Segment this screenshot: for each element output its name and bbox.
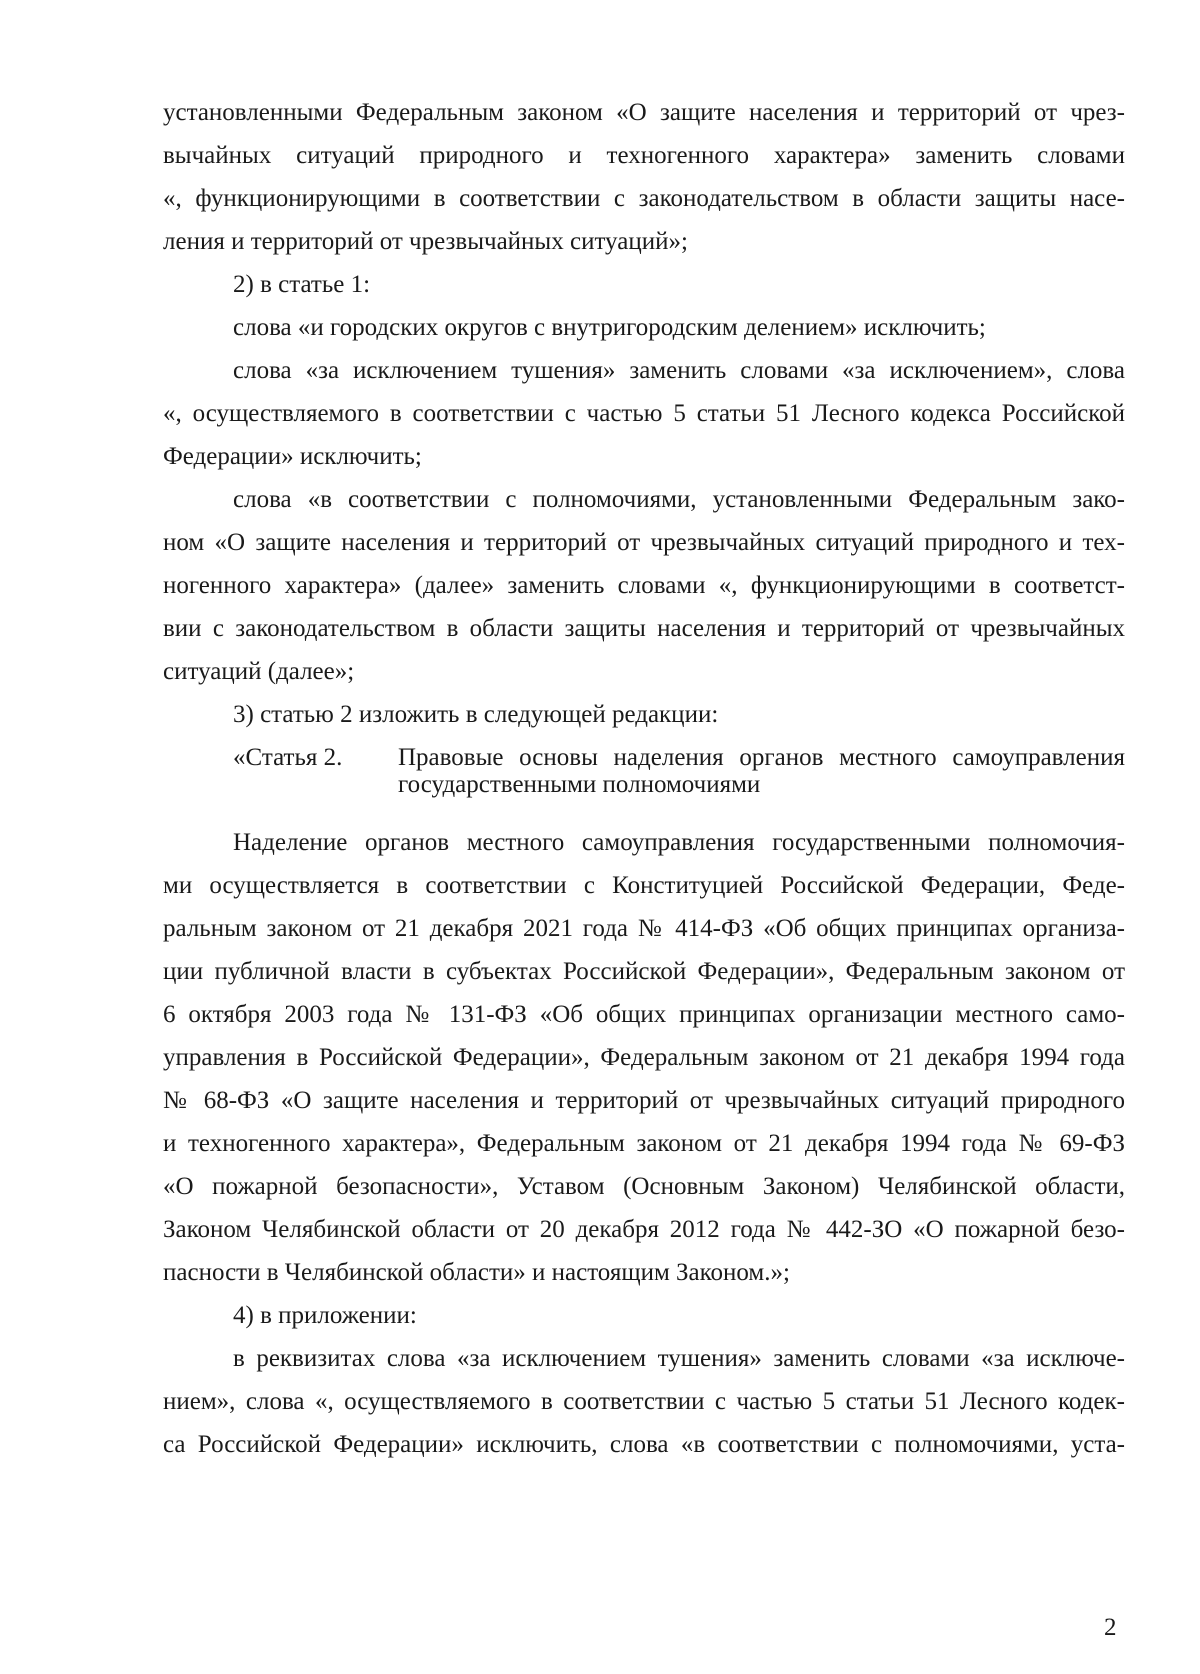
paragraph-line: слова «в соответствии с полномочиями, установленными Федеральным зако- [233,486,1125,513]
paragraph-line: Законом Челябинской области от 20 декабря 2012 года № 442-ЗО «О пожарной безо- [163,1216,1125,1243]
list-item-heading: 2) в статье 1: [233,271,371,298]
list-item-heading: 4) в приложении: [233,1302,417,1329]
paragraph-line: вии с законодательством в области защиты населения и территорий от чрезвычайных [163,615,1125,642]
paragraph-line: управления в Российской Федерации», Федеральным законом от 21 декабря 1994 года [163,1044,1125,1071]
paragraph-line: ральным законом от 21 декабря 2021 года № 414-ФЗ «Об общих принципах организа- [163,915,1125,942]
article-label: «Статья 2. [233,744,343,771]
article-title: Правовые основы наделения органов местного самоуправления [398,744,1125,771]
paragraph-line: Наделение органов местного самоуправления государственными полномочия- [233,829,1125,856]
paragraph-line: ции публичной власти в субъектах Российской Федерации», Федеральным законом от [163,958,1125,985]
paragraph-line: са Российской Федерации» исключить, слова «в соответствии с полномочиями, уста- [163,1431,1125,1458]
paragraph-line: в реквизитах слова «за исключением тушения» заменить словами «за исключе- [233,1345,1125,1372]
article-title: государственными полномочиями [398,771,761,798]
paragraph-line: «О пожарной безопасности», Уставом (Основным Законом) Челябинской области, [163,1173,1125,1200]
paragraph-line: установленными Федеральным законом «О защите населения и территорий от чрез- [163,99,1125,126]
page-number: 2 [1104,1614,1117,1641]
paragraph-line: ногенного характера» (далее» заменить словами «, функционирующими в соответст- [163,572,1125,599]
list-item-heading: 3) статью 2 изложить в следующей редакции: [233,701,719,728]
paragraph-line: № 68-ФЗ «О защите населения и территорий от чрезвычайных ситуаций природного [163,1087,1125,1114]
paragraph-line: ления и территорий от чрезвычайных ситуаций»; [163,228,688,255]
paragraph-line: ном «О защите населения и территорий от чрезвычайных ситуаций природного и тех- [163,529,1125,556]
paragraph-line: ситуаций (далее»; [163,658,355,685]
paragraph-line: нием», слова «, осуществляемого в соответствии с частью 5 статьи 51 Лесного кодек- [163,1388,1125,1415]
paragraph-line: вычайных ситуаций природного и техногенного характера» заменить словами [163,142,1125,169]
paragraph-line: Федерации» исключить; [163,443,422,470]
paragraph-line: 6 октября 2003 года № 131-ФЗ «Об общих принципах организации местного само- [163,1001,1125,1028]
paragraph-line: и техногенного характера», Федеральным законом от 21 декабря 1994 года № 69-ФЗ [163,1130,1125,1157]
paragraph-line: ми осуществляется в соответствии с Конституцией Российской Федерации, Феде- [163,872,1125,899]
paragraph-line: «, осуществляемого в соответствии с частью 5 статьи 51 Лесного кодекса Российской [163,400,1125,427]
paragraph-line: пасности в Челябинской области» и настоящим Законом.»; [163,1259,790,1286]
paragraph-line: слова «и городских округов с внутригородским делением» исключить; [233,314,986,341]
paragraph-line: слова «за исключением тушения» заменить словами «за исключением», слова [233,357,1125,384]
paragraph-line: «, функционирующими в соответствии с законодательством в области защиты насе- [163,185,1125,212]
